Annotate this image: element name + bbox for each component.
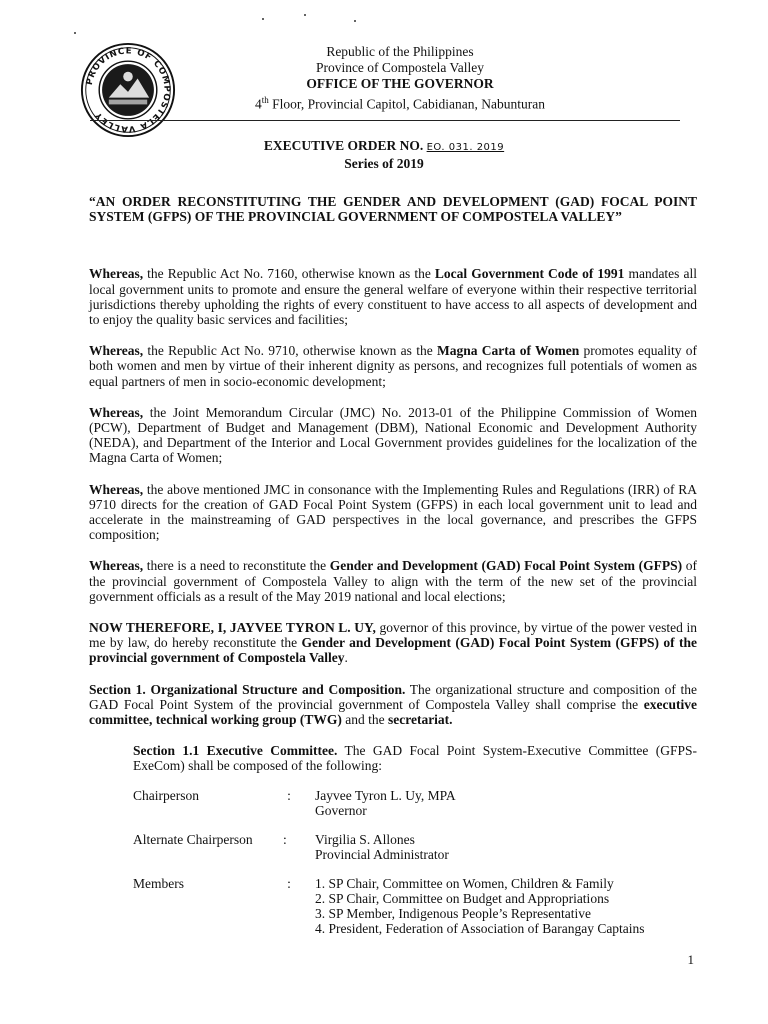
scan-speck	[74, 32, 76, 34]
alternate-chairperson-row: Alternate Chairperson : Virgilia S. Allones Provincial Administrator	[133, 832, 697, 862]
scan-speck	[304, 14, 306, 16]
section-1-1-paragraph: Section 1.1 Executive Committee. The GAD Focal Point System-Executive Committee (GFPS-ExeCom) shall be composed of the following:	[133, 743, 697, 774]
order-number: EO. 031. 2019	[426, 142, 505, 153]
header-republic: Republic of the Philippines	[326, 44, 474, 59]
order-title: “AN ORDER RECONSTITUTING THE GENDER AND DEVELOPMENT (GAD) FOCAL POINT SYSTEM (GFPS) OF THE PROVINCIAL GOVERNMENT OF COMPOSTELA VALLEY”	[89, 194, 697, 225]
order-series: Series of 2019	[344, 156, 424, 171]
letterhead	[180, 44, 620, 113]
member-item: 1. SP Chair, Committee on Women, Children & Family	[315, 875, 614, 891]
scan-speck	[262, 18, 264, 20]
header-province: Province of Compostela Valley	[315, 60, 485, 75]
alternate-chairperson-name: Virgilia S. Allones	[315, 831, 415, 847]
chairperson-name: Jayvee Tyron L. Uy, MPA	[315, 787, 456, 803]
header-divider	[90, 120, 680, 121]
member-item: 3. SP Member, Indigenous People’s Representative	[315, 905, 592, 921]
chairperson-title: Governor	[315, 802, 367, 818]
order-label: EXECUTIVE ORDER NO.	[263, 138, 427, 153]
members-row: Members : 1. SP Chair, Committee on Women, Children & Family 2. SP Chair, Committee on Budget and Appropriations 3. SP Member, Indigenous People’s Representative 4. President, Federation of Association of Barangay Captains	[133, 876, 697, 936]
whereas-paragraph-1: Whereas, the Republic Act No. 7160, otherwise known as the Local Government Code of 1991 mandates all local government units to promote and ensure the general welfare of everyone within their respective territorial jurisdictions thereby upholding the rights of every constituent to have access to all aspects of development and to enjoy the quality basic services and facilities;	[89, 266, 697, 328]
member-item: 4. President, Federation of Association of Barangay Captains	[315, 920, 645, 936]
whereas-paragraph-3: Whereas, the Joint Memorandum Circular (JMC) No. 2013-01 of the Philippine Commission of Women (PCW), Department of Budget and Management (DBM), National Economic and Development Authority (NEDA), and Department of the Interior and Local Government provides guidelines for the localization of the Magna Carta of Women;	[89, 404, 697, 466]
executive-committee-composition	[133, 788, 697, 936]
provincial-seal-icon	[80, 42, 176, 138]
seal-text: PROVINCE OF COMPOSTELA VALLEY	[84, 46, 172, 134]
member-item: 2. SP Chair, Committee on Budget and Appropriations	[315, 890, 610, 906]
now-therefore-paragraph: NOW THEREFORE, I, JAYVEE TYRON L. UY, governor of this province, by virtue of the power vested in me by law, do hereby reconstitute the Gender and Development (GAD) Focal Point System (GFPS) of the provincial government of Compostela Valley.	[89, 620, 697, 666]
whereas-paragraph-4: Whereas, the above mentioned JMC in consonance with the Implementing Rules and Regulations (IRR) of RA 9710 directs for the creation of GAD Focal Point System (GFPS) in each local government unit to lead and accelerate in the mainstreaming of GAD perspectives in the local governance, and prescribes the GFPS composition;	[89, 481, 697, 543]
alternate-chairperson-title: Provincial Administrator	[315, 846, 449, 862]
whereas-paragraph-2: Whereas, the Republic Act No. 9710, otherwise known as the Magna Carta of Women promotes equality of both women and men by virtue of their inherent dignity as persons, and recognizes full potentials of women as equal partners of men in socio-economic development;	[89, 343, 697, 389]
document-body	[89, 194, 697, 950]
header-address: 4th Floor, Provincial Capitol, Cabidianan, Nabunturan	[255, 95, 545, 112]
chairperson-row: Chairperson : Jayvee Tyron L. Uy, MPA Governor	[133, 788, 697, 818]
page-number: 1	[687, 952, 694, 967]
whereas-paragraph-5: Whereas, there is a need to reconstitute the Gender and Development (GAD) Focal Point System (GFPS) of the provincial government of Compostela Valley to align with the term of the new set of the provincial government officials as a result of the May 2019 national and local elections;	[89, 558, 697, 604]
scan-speck	[354, 20, 356, 22]
executive-order-heading	[0, 138, 768, 172]
section-1-paragraph: Section 1. Organizational Structure and Composition. The organizational structure and composition of the GAD Focal Point System of the provincial government of Compostela Valley shall comprise the executive committee, technical working group (TWG) and the secretariat.	[89, 681, 697, 728]
header-office: OFFICE OF THE GOVERNOR	[306, 76, 494, 91]
